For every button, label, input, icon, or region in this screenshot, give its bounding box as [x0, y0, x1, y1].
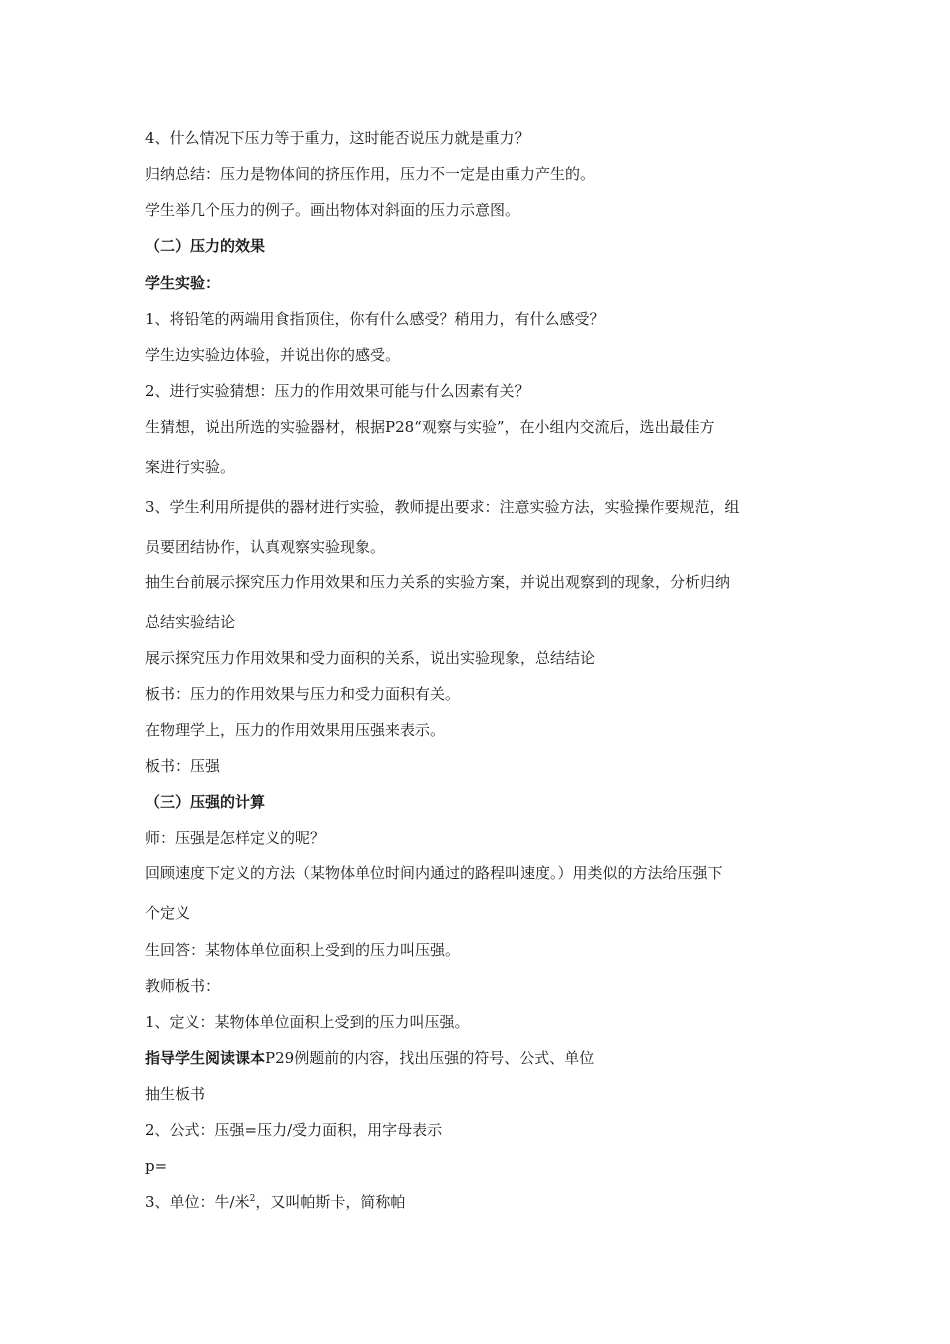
board-note-2: 板书：压强 [145, 757, 221, 775]
review-line-2: 个定义 [145, 904, 191, 922]
student-board-line: 抽生板书 [145, 1085, 206, 1103]
physics-definition-line: 在物理学上，压力的作用效果用压强来表示。 [145, 721, 446, 739]
unit-rest: ，又叫帕斯卡，简称帕 [255, 1193, 406, 1211]
reading-guidance-bold: 指导学生阅读课本 [145, 1049, 266, 1067]
experiment-step-3-line-1: 3、学生利用所提供的器材进行实验，教师提出要求：注意实验方法，实验操作要规范，组 [145, 498, 740, 516]
summary-line: 归纳总结：压力是物体间的挤压作用，压力不一定是由重力产生的。 [145, 165, 596, 183]
experience-line: 学生边实验边体验，并说出你的感受。 [145, 346, 401, 364]
question-4: 4、什么情况下压力等于重力，这时能否说压力就是重力？ [145, 129, 530, 147]
section-heading-2: （二）压力的效果 [145, 237, 266, 255]
unit-line [145, 1192, 825, 1212]
section-heading-3: （三）压强的计算 [145, 793, 266, 811]
reading-guidance-line [145, 1048, 825, 1068]
experiment-step-1: 1、将铅笔的两端用食指顶住，你有什么感受？稍用力，有什么感受？ [145, 310, 605, 328]
teacher-board-heading: 教师板书： [145, 977, 221, 995]
student-answer: 生回答：某物体单位面积上受到的压力叫压强。 [145, 941, 461, 959]
board-note-1: 板书：压力的作用效果与压力和受力面积有关。 [145, 685, 461, 703]
experiment-step-3-line-2: 员要团结协作，认真观察实验现象。 [145, 538, 386, 556]
guess-line-1: 生猜想，说出所选的实验器材，根据P28“观察与实验”，在小组内交流后，选出最佳方 [145, 418, 715, 436]
presentation-line-1: 抽生台前展示探究压力作用效果和压力关系的实验方案，并说出观察到的现象，分析归纳 [145, 573, 731, 591]
experiment-step-2: 2、进行实验猜想：压力的作用效果可能与什么因素有关？ [145, 382, 530, 400]
definition-line: 1、定义：某物体单位面积上受到的压力叫压强。 [145, 1013, 470, 1031]
review-line-1: 回顾速度下定义的方法（某物体单位时间内通过的路程叫速度。）用类似的方法给压强下 [145, 864, 723, 882]
unit-superscript: 2 [249, 1194, 256, 1204]
teacher-question: 师：压强是怎样定义的呢？ [145, 829, 326, 847]
unit-text: 3、单位：牛/米 [145, 1193, 250, 1211]
presentation-line-2: 总结实验结论 [145, 613, 236, 631]
student-examples-line: 学生举几个压力的例子。画出物体对斜面的压力示意图。 [145, 201, 521, 219]
area-relation-line: 展示探究压力作用效果和受力面积的关系，说出实验现象，总结结论 [145, 649, 596, 667]
student-experiment-heading: 学生实验： [145, 274, 221, 292]
formula-expression: p= [145, 1157, 168, 1175]
formula-line: 2、公式：压强=压力/受力面积，用字母表示 [145, 1121, 443, 1139]
reading-guidance-rest: P29例题前的内容，找出压强的符号、公式、单位 [265, 1049, 595, 1067]
guess-line-2: 案进行实验。 [145, 458, 236, 476]
